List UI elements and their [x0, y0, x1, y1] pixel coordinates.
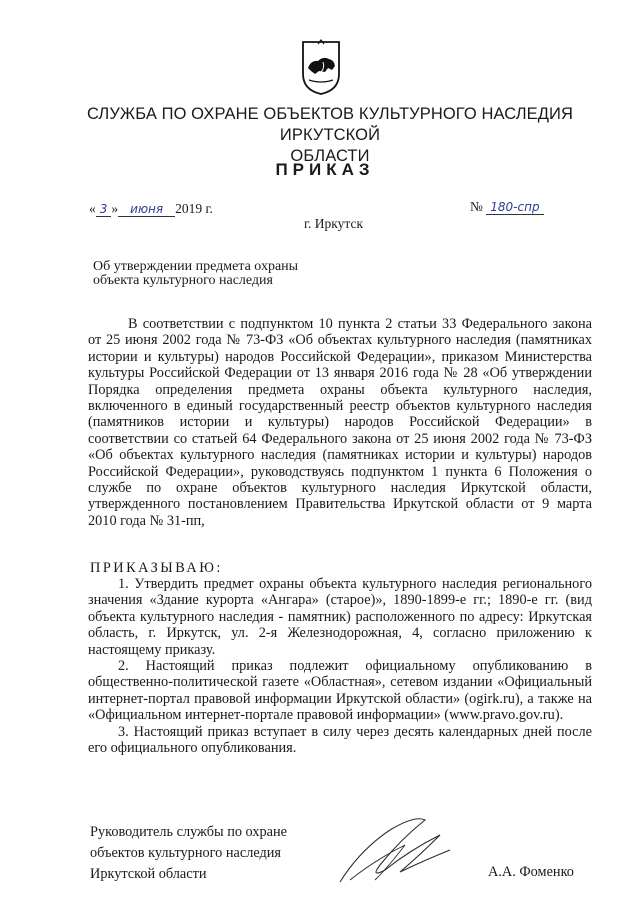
- signatory-line-3: Иркутской области: [90, 866, 207, 882]
- preamble: [88, 316, 592, 529]
- date-year: 2019 г.: [175, 201, 213, 216]
- prikazyvayu-heading: ПРИКАЗЫВАЮ:: [90, 560, 223, 576]
- document-number: [470, 199, 544, 215]
- organization-line-1: СЛУЖБА ПО ОХРАНЕ ОБЪЕКТОВ КУЛЬТУРНОГО НАСЛЕДИЯ ИРКУТСКОЙ: [86, 105, 574, 144]
- order-item-3: 3. Настоящий приказ вступает в силу через десять календарных дней после его официального опубликования.: [88, 723, 592, 757]
- signatory-line-1: Руководитель службы по охране: [90, 824, 287, 840]
- signatory-position: [90, 822, 287, 885]
- document-date: [89, 201, 213, 217]
- subject-line-1: Об утверждении предмета охраны: [93, 259, 299, 274]
- irkutsk-coat-of-arms-icon: [301, 38, 341, 96]
- order-item-2: 2. Настоящий приказ подлежит официальному опубликованию в общественно-политической газете «Областная», сетевом издании «Официальный интернет-портал правовой информации Иркутской области» (ogirk.ru), а также на «Официальном интернет-портале правовой информации» (www.pravo.gov.ru).: [88, 658, 592, 724]
- date-day: 3: [96, 202, 112, 217]
- number-prefix: №: [470, 199, 483, 214]
- document-city: г. Иркутск: [304, 216, 363, 231]
- order-item-1: 1. Утвердить предмет охраны объекта культурного наследия регионального значения «Здание курорта «Ангара» (старое)», 1890-1899-е гг.; 1890-е гг. (вид объекта культурного наследия - памятник) расположенного по адресу: Иркутская область, г. Иркутск, ул. 2-я Железнодорожная, 4, согласно приложению к настоящему приказу.: [88, 576, 592, 658]
- order-items: [88, 576, 592, 756]
- preamble-text: В соответствии с подпунктом 10 пункта 2 статьи 33 Федерального закона от 25 июня 2002 года № 73-ФЗ «Об объектах культурного наследия (памятниках истории и культуры) народов Российской Федерации», приказом Министерства культуры Российской Федерации от 13 января 2016 года № 28 «Об утверждении Порядка определения предмета охраны объекта культурного наследия, включенного в единый государственный реестр объектов культурного наследия (памятников истории и культуры) народов Российской Федерации» в соответствии со статьей 64 Федерального закона от 25 июня 2002 года № 73-ФЗ «Об объектах культурного наследия (памятниках истории и культуры) народов Российской Федерации», руководствуясь подпунктом 1 пункта 6 Положения о службе по охране объектов культурного наследия Иркутской области, утвержденного постановлением Правительства Иркутской области от 9 марта 2010 года № 31-пп,: [88, 316, 592, 529]
- date-quote-open: «: [89, 201, 96, 216]
- document-title: ПРИКАЗ: [275, 160, 375, 179]
- document-subject: [93, 260, 343, 288]
- organization-name: [60, 104, 600, 167]
- handwritten-signature: [330, 810, 460, 890]
- organization-line-2: ОБЛАСТИ: [290, 147, 370, 165]
- signatory-line-2: объектов культурного наследия: [90, 845, 281, 861]
- date-month: июня: [118, 202, 175, 217]
- signatory-name: А.А. Фоменко: [488, 864, 574, 880]
- number-value: 180-спр: [486, 200, 543, 215]
- subject-line-2: объекта культурного наследия: [93, 273, 273, 288]
- date-quote-close: »: [111, 201, 119, 216]
